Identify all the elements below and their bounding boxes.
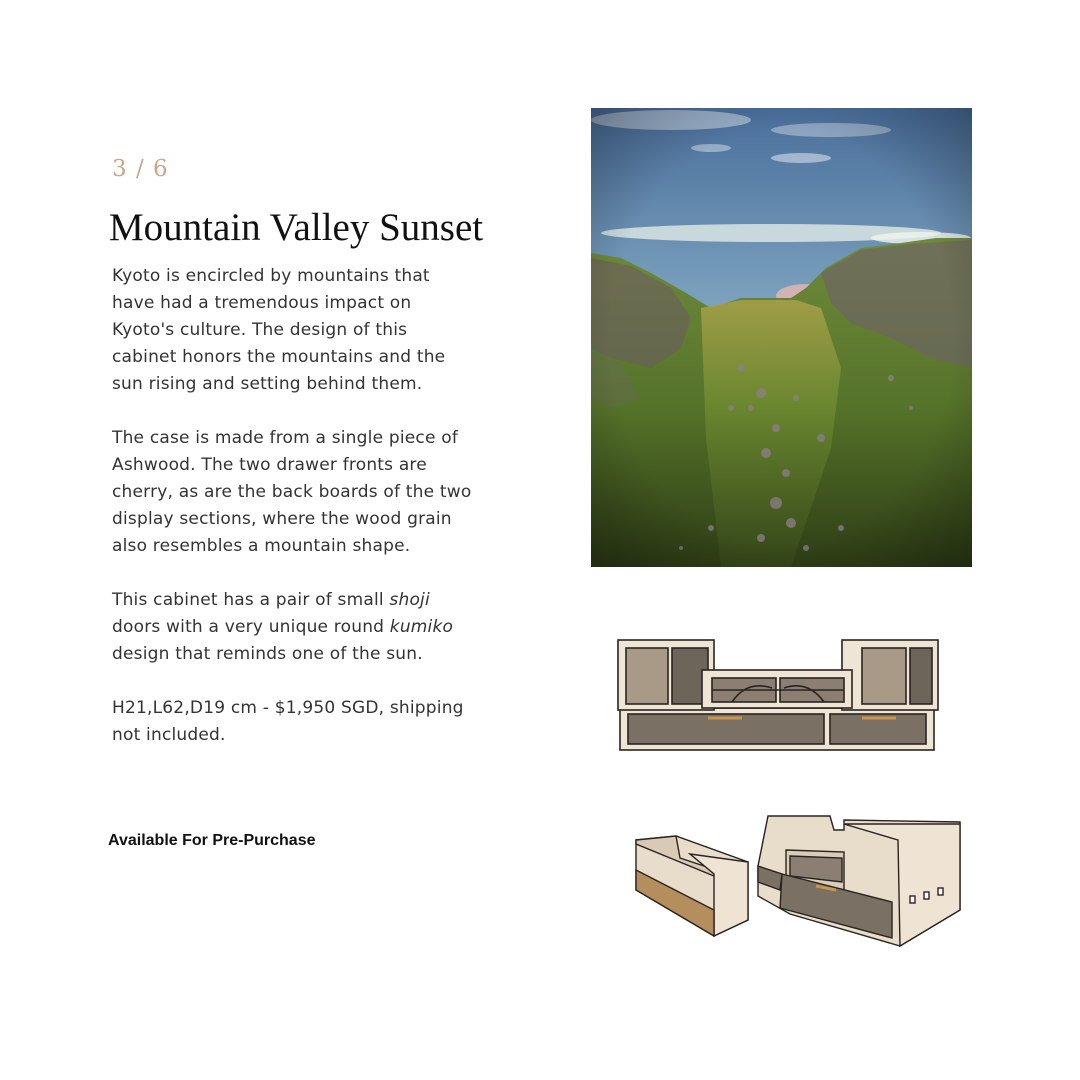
mountain-valley-photo: [591, 108, 972, 567]
cabinet-perspective-sketch: [630, 810, 970, 955]
description-paragraph-3: This cabinet has a pair of small shoji doors with a very unique round kumiko design that reminds one of the sun.: [112, 590, 454, 664]
product-title: Mountain Valley Sunset: [109, 206, 484, 249]
slide-counter: 3 / 6: [112, 156, 169, 182]
description-paragraph-1: Kyoto is encircled by mountains that have had a tremendous impact on Kyoto's culture. The design of this cabinet honors the mountains and the sun rising and setting behind them.: [112, 266, 446, 394]
description-paragraph-2: The case is made from a single piece of Ashwood. The two drawer fronts are cherry, as are the back boards of the two display sections, where the wood grain also resembles a mountain shape.: [112, 428, 472, 556]
dimensions-price: H21,L62,D19 cm - $1,950 SGD, shipping not included.: [112, 698, 464, 745]
product-description: [112, 263, 472, 776]
availability-label: Available For Pre-Purchase: [108, 832, 316, 849]
kumiko-term: kumiko: [389, 617, 454, 637]
shoji-term: shoji: [389, 590, 430, 610]
cabinet-front-sketch: [612, 632, 942, 758]
